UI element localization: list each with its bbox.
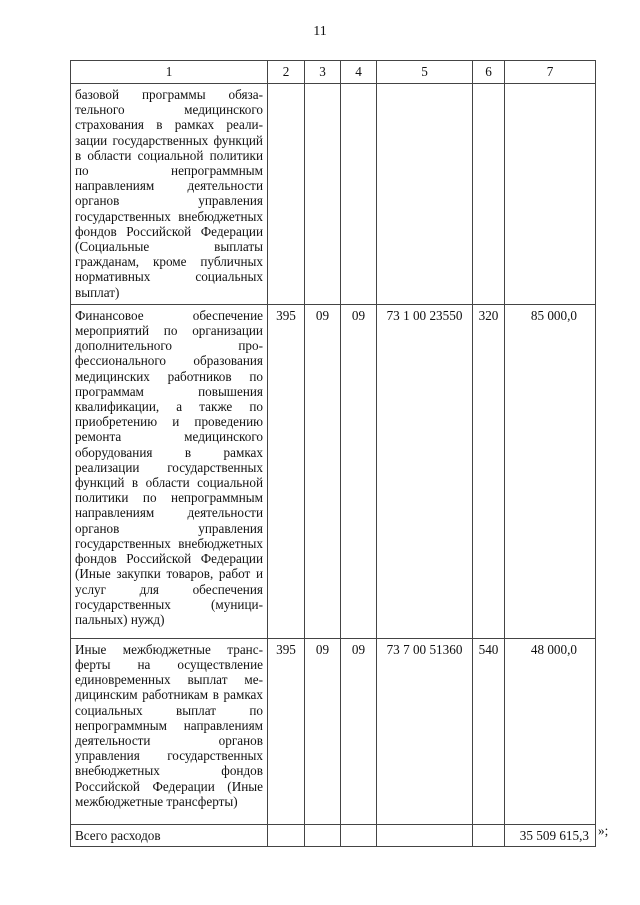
table-row — [71, 84, 596, 305]
row-ministry — [268, 84, 305, 305]
column-header: 6 — [473, 61, 505, 84]
table-row — [71, 638, 596, 824]
total-label: Всего расходов — [71, 824, 268, 846]
column-header: 3 — [305, 61, 341, 84]
row-description: Финансовое обеспечение мероприятий по организации дополнительного профессионального образования медицинских работников по программам повышения квалификации, а также по приобретению и проведению ремонта медицинского оборудования в рамках реализации государственных функций в области социальной политики по непрограммным направлениям деятельности органов управления государственных внебюджетных фондов Российской Федерации (Иные закупки товаров, работ и услуг для обеспечения государственных (муниципальных) нужд) — [71, 304, 268, 638]
empty-cell — [268, 824, 305, 846]
row-subsection: 09 — [341, 304, 377, 638]
budget-table — [70, 60, 596, 847]
row-target — [377, 84, 473, 305]
column-header: 4 — [341, 61, 377, 84]
row-section: 09 — [305, 638, 341, 824]
row-ministry: 395 — [268, 304, 305, 638]
row-amount: 48 000,0 — [505, 638, 596, 824]
table-row — [71, 304, 596, 638]
row-target: 73 1 00 23550 — [377, 304, 473, 638]
row-expense-type: 320 — [473, 304, 505, 638]
row-section: 09 — [305, 304, 341, 638]
empty-cell — [473, 824, 505, 846]
empty-cell — [341, 824, 377, 846]
row-description: базовой программы обязательного медицинского страхования в рамках реализации государственных функций в области социальной политики по непрограммным направлениям деятельности органов управления государственных внебюджетных фондов Российской Федерации (Социальные выплаты гражданам, кроме публичных нормативных социальных выплат) — [71, 84, 268, 305]
row-description: Иные межбюджетные трансферты на осуществление единовременных выплат медицинским работникам в рамках социальных выплат по непрограммным направлениям деятельности органов управления государственных внебюджетных фондов Российской Федерации (Иные межбюджетные трансферты) — [71, 638, 268, 824]
row-amount: 85 000,0 — [505, 304, 596, 638]
column-header: 5 — [377, 61, 473, 84]
row-ministry: 395 — [268, 638, 305, 824]
empty-cell — [377, 824, 473, 846]
column-header: 2 — [268, 61, 305, 84]
row-subsection: 09 — [341, 638, 377, 824]
row-expense-type: 540 — [473, 638, 505, 824]
table-header-row — [71, 61, 596, 84]
page-number: 11 — [313, 24, 327, 39]
column-header: 7 — [505, 61, 596, 84]
closing-quote-mark: »; — [598, 823, 609, 838]
row-section — [305, 84, 341, 305]
row-amount — [505, 84, 596, 305]
row-subsection — [341, 84, 377, 305]
total-row — [71, 824, 596, 846]
column-header: 1 — [71, 61, 268, 84]
row-target: 73 7 00 51360 — [377, 638, 473, 824]
total-amount: 35 509 615,3 — [505, 824, 596, 846]
empty-cell — [305, 824, 341, 846]
row-expense-type — [473, 84, 505, 305]
